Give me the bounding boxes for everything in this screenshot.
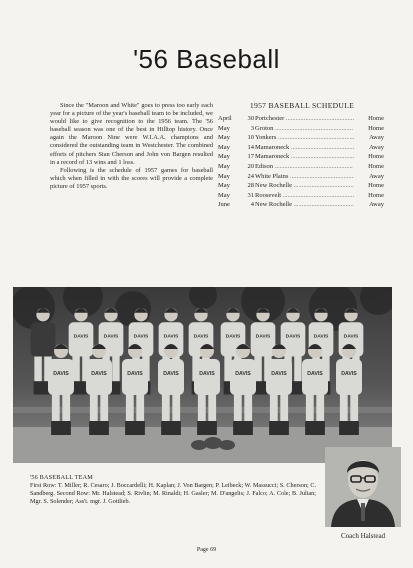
- schedule-opponent: Edison .....: [254, 162, 354, 172]
- uniform-lettering: DAVIS: [307, 371, 323, 377]
- schedule-month: April: [218, 115, 232, 122]
- schedule-opponent: Groton .....: [254, 124, 354, 134]
- uniform-lettering: DAVIS: [91, 371, 107, 377]
- uniform-lettering: DAVIS: [103, 334, 119, 340]
- uniform-lettering: DAVIS: [341, 371, 357, 377]
- uniform-lettering: DAVIS: [53, 371, 69, 377]
- schedule-location: Home: [354, 162, 384, 172]
- schedule-day: 4: [250, 201, 254, 209]
- uniform-lettering: DAVIS: [255, 334, 271, 340]
- schedule-location: Away: [354, 143, 384, 153]
- schedule-row: [218, 191, 384, 201]
- schedule-location: Home: [354, 124, 384, 134]
- schedule-location: Home: [354, 114, 384, 124]
- schedule-day: 30: [247, 115, 254, 122]
- schedule-day: 31: [247, 191, 254, 199]
- coach-photo: [325, 447, 401, 527]
- schedule-location: Home: [354, 152, 384, 162]
- team-photo-image: [13, 287, 392, 463]
- intro-paragraph: Since the "Maroon and White" goes to press too early each year for a picture of the year's baseball team to be included, we would like to give recognition to the 1956 team. The '56 baseball season was one of the best in Hilltop history. Once again the Maroon Nine were W.I.A.A. champions and considered the outstanding team in Westchester. The combined efforts of pitchers Stan Cherson and John von Bargen resulted in a record of 13 wins and 1 loss.: [50, 102, 213, 166]
- schedule-row: [218, 133, 384, 143]
- schedule-row: [218, 143, 384, 153]
- schedule-month: May: [218, 172, 230, 180]
- uniform-lettering: DAVIS: [127, 371, 143, 377]
- schedule-month: May: [218, 124, 230, 132]
- schedule-day: 28: [247, 182, 254, 190]
- schedule-month: May: [218, 153, 230, 161]
- coach-portrait: [325, 447, 401, 527]
- schedule-row: [218, 152, 384, 162]
- schedule-table: [218, 114, 384, 210]
- schedule-day: 3: [250, 124, 254, 132]
- schedule-day: 17: [247, 153, 254, 161]
- schedule-row: [218, 172, 384, 182]
- uniform-lettering: DAVIS: [73, 334, 89, 340]
- uniform-lettering: DAVIS: [199, 371, 215, 377]
- page-number: Page 69: [196, 547, 217, 553]
- schedule-location: Home: [354, 191, 384, 201]
- schedule-day: 24: [247, 172, 254, 180]
- uniform-lettering: DAVIS: [163, 334, 179, 340]
- schedule-opponent: Yonkers .....: [254, 133, 354, 143]
- schedule-day: 10: [247, 134, 254, 142]
- intro-text: [50, 102, 213, 191]
- uniform-lettering: DAVIS: [133, 334, 149, 340]
- uniform-lettering: DAVIS: [235, 371, 251, 377]
- schedule-location: Away: [354, 172, 384, 182]
- schedule-row: [218, 181, 384, 191]
- schedule-month: June: [218, 201, 230, 209]
- uniform-lettering: DAVIS: [343, 334, 359, 340]
- schedule-location: Away: [354, 200, 384, 210]
- uniform-lettering: DAVIS: [163, 371, 179, 377]
- uniform-lettering: DAVIS: [313, 334, 329, 340]
- schedule-day: 14: [247, 143, 254, 151]
- schedule-month: May: [218, 162, 230, 170]
- schedule-row: [218, 162, 384, 172]
- uniform-lettering: DAVIS: [193, 334, 209, 340]
- caption-text: First Row: T. Miller; R. Cesaro; J. Boccardelli; H. Kaplan; J. Von Bargen; P. Leibeck; W. Massucci; S. Cherson; C. Sandberg. Second Row: Mr. Halstead; S. Rivlin; M. Rinaldi; H. Gasler; M. D'angelis; J. Falco; A. Cole; B. Julian; Mgr. S. Solender; Ass't. mgr. J. Gottlieb.: [30, 481, 316, 505]
- caption-title: '56 BASEBALL TEAM: [30, 474, 93, 481]
- schedule-opponent: New Rochelle .....: [254, 200, 354, 210]
- schedule-opponent: Roosevelt .....: [254, 191, 354, 201]
- uniform-lettering: DAVIS: [225, 334, 241, 340]
- schedule-month: May: [218, 182, 230, 190]
- team-photo: [13, 287, 392, 463]
- uniform-lettering: DAVIS: [285, 334, 301, 340]
- schedule-month: May: [218, 191, 230, 199]
- schedule-month: May: [218, 143, 230, 151]
- uniform-lettering: DAVIS: [271, 371, 287, 377]
- schedule-month: May: [218, 134, 230, 142]
- page-title: '56 Baseball: [133, 44, 280, 74]
- schedule-location: Home: [354, 181, 384, 191]
- schedule-opponent: Mamaroneck .....: [254, 152, 354, 162]
- schedule-opponent: Mamaroneck .....: [254, 143, 354, 153]
- schedule-opponent: New Rochelle .....: [254, 181, 354, 191]
- schedule-day: 20: [247, 162, 254, 170]
- schedule-opponent: White Plains .....: [254, 172, 354, 182]
- photo-caption: [30, 474, 316, 506]
- schedule-title: 1957 BASEBALL SCHEDULE: [249, 101, 355, 110]
- schedule-opponent: Portchester .....: [254, 114, 354, 124]
- intro-paragraph: Following is the schedule of 1957 games for baseball which when filled in with the scores will provide a complete picture of 1957 sports.: [50, 166, 213, 190]
- coach-label: Coach Halstead: [340, 532, 386, 540]
- schedule-row: [218, 124, 384, 134]
- schedule-location: Away: [354, 133, 384, 143]
- schedule-row: [218, 114, 384, 124]
- schedule-row: [218, 200, 384, 210]
